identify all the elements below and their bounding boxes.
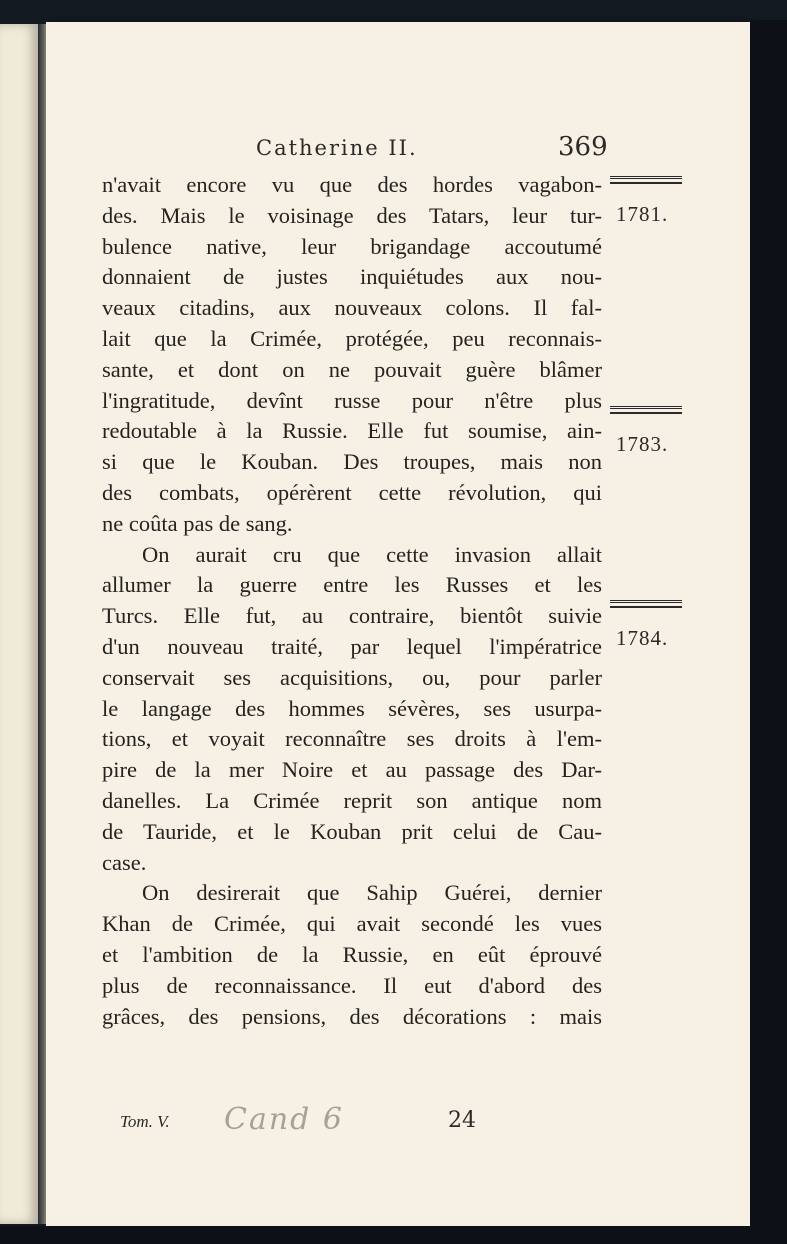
body-text [102, 170, 602, 1032]
margin-rule [610, 176, 682, 184]
margin-note-1783 [602, 404, 712, 464]
text-line: sante, et dont on ne pouvait guère blâmer [102, 356, 602, 382]
book-page [46, 22, 750, 1226]
text-line: case. [102, 849, 147, 875]
margin-year: 1784. [616, 626, 669, 650]
text-line: l'ingratitude, devînt russe pour n'être plus [102, 387, 602, 413]
page-footer [46, 1102, 750, 1142]
signature-mark: Tom. V. [120, 1112, 170, 1131]
margin-note-1784 [602, 598, 712, 658]
pencil-annotation: Cand 6 [224, 1102, 344, 1137]
text-line: d'un nouveau traité, par lequel l'impératrice [102, 633, 602, 659]
margin-rule [610, 600, 682, 608]
text-line: si que le Kouban. Des troupes, mais non [102, 449, 602, 475]
margin-note-1781 [602, 174, 712, 234]
text-line: bulence native, leur brigandage accoutumé [102, 233, 602, 259]
text-line: donnaient de justes inquiétudes aux nou- [102, 264, 602, 290]
text-line: veaux citadins, aux nouveaux colons. Il fal- [102, 295, 602, 321]
page-number: 369 [558, 132, 608, 162]
text-line: allumer la guerre entre les Russes et les [102, 572, 602, 598]
text-line: et l'ambition de la Russie, en eût éprouvé [102, 941, 602, 967]
page-header [46, 132, 750, 172]
text-line: redoutable à la Russie. Elle fut soumise, ain- [102, 418, 602, 444]
text-line: On desirerait que Sahip Guérei, dernier [142, 880, 602, 906]
text-line: conservait ses acquisitions, ou, pour parler [102, 664, 602, 690]
text-line: de Tauride, et le Kouban prit celui de Cau- [102, 818, 602, 844]
sheet-number: 24 [448, 1108, 476, 1133]
text-line: grâces, des pensions, des décorations : mais [102, 1003, 602, 1029]
text-line: des combats, opérèrent cette révolution, qui [102, 479, 602, 505]
margin-year: 1781. [616, 202, 669, 226]
text-line: On aurait cru que cette invasion allait [142, 541, 602, 567]
text-line: n'avait encore vu que des hordes vagabon- [102, 172, 602, 197]
text-line: des. Mais le voisinage des Tatars, leur tur- [102, 202, 602, 228]
text-line: lait que la Crimée, protégée, peu reconnais- [102, 325, 602, 351]
running-title: Catherine II. [256, 136, 418, 160]
text-line: Khan de Crimée, qui avait secondé les vues [102, 911, 602, 937]
facing-page-edge [0, 24, 38, 1224]
margin-year: 1783. [616, 432, 669, 456]
text-line: le langage des hommes sévères, ses usurpa- [102, 695, 602, 721]
text-line: danelles. La Crimée reprit son antique nom [102, 787, 602, 813]
scan-background-bottom [0, 1226, 787, 1244]
text-line: ne coûta pas de sang. [102, 510, 293, 536]
scan-background-right [750, 20, 787, 1230]
margin-rule [610, 406, 682, 414]
text-line: plus de reconnaissance. Il eut d'abord des [102, 972, 602, 998]
text-line: pire de la mer Noire et au passage des Dar- [102, 757, 602, 783]
text-line: tions, et voyait reconnaître ses droits à l'em- [102, 726, 602, 752]
text-line: Turcs. Elle fut, au contraire, bientôt suivie [102, 603, 602, 629]
